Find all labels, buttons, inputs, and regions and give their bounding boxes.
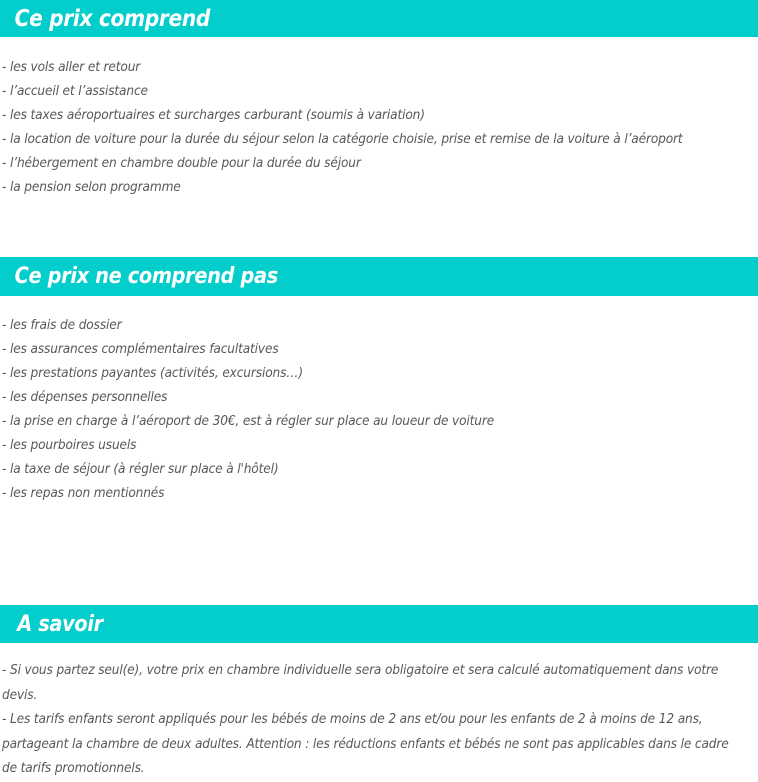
list-item: - les vols aller et retour xyxy=(2,60,141,75)
section-body-a-savoir xyxy=(0,659,758,782)
section-title-a-savoir: A savoir xyxy=(17,610,103,637)
paragraph-line: devis. xyxy=(2,687,38,703)
list-item: - les frais de dossier xyxy=(2,318,122,333)
list-item: - l’accueil et l’assistance xyxy=(2,84,148,99)
list-item: - la pension selon programme xyxy=(2,180,181,195)
paragraph-line: - Les tarifs enfants seront appliqués pour les bébés de moins de 2 ans et/ou pour les enfants de 2 à moins de 12 ans, xyxy=(2,712,703,727)
list-item: - les dépenses personnelles xyxy=(2,390,168,405)
section-title-ce-prix-comprend: Ce prix comprend xyxy=(14,3,211,32)
list-item: - la location de voiture pour la durée du séjour selon la catégorie choisie, prise et remise de la voiture à l’aéroport xyxy=(2,132,683,147)
spacer xyxy=(0,296,758,314)
list-item: - la prise en charge à l’aéroport de 30€, est à régler sur place au loueur de voiture xyxy=(2,414,495,429)
section-header-ce-prix-ne-comprend-pas xyxy=(0,257,758,296)
paragraph-line: de tarifs promotionnels. xyxy=(2,761,145,776)
section-body-ce-prix-comprend xyxy=(0,56,758,200)
section-header-a-savoir xyxy=(0,605,758,643)
paragraph-line: partageant la chambre de deux adultes. Attention : les réductions enfants et bébés ne sont pas applicables dans le cadre xyxy=(2,736,729,752)
spacer xyxy=(0,200,758,257)
list-item: - les taxes aéroportuaires et surcharges carburant (soumis à variation) xyxy=(2,108,425,123)
section-body-ce-prix-ne-comprend-pas xyxy=(0,314,758,506)
list-item: - les pourboires usuels xyxy=(2,438,137,453)
spacer xyxy=(0,643,758,659)
list-item: - les assurances complémentaires facultatives xyxy=(2,342,279,357)
list-item: - l’hébergement en chambre double pour la durée du séjour xyxy=(2,156,361,171)
section-title-ce-prix-ne-comprend-pas: Ce prix ne comprend pas xyxy=(14,263,278,290)
spacer xyxy=(0,37,758,56)
spacer xyxy=(0,506,758,605)
list-item: - les prestations payantes (activités, excursions…) xyxy=(2,366,303,381)
list-item: - les repas non mentionnés xyxy=(2,486,165,501)
list-item: - la taxe de séjour (à régler sur place à l'hôtel) xyxy=(2,462,279,477)
section-header-ce-prix-comprend xyxy=(0,0,758,37)
paragraph-line: - Si vous partez seul(e), votre prix en chambre individuelle sera obligatoire et sera calculé automatiquement dans votre xyxy=(2,663,719,678)
